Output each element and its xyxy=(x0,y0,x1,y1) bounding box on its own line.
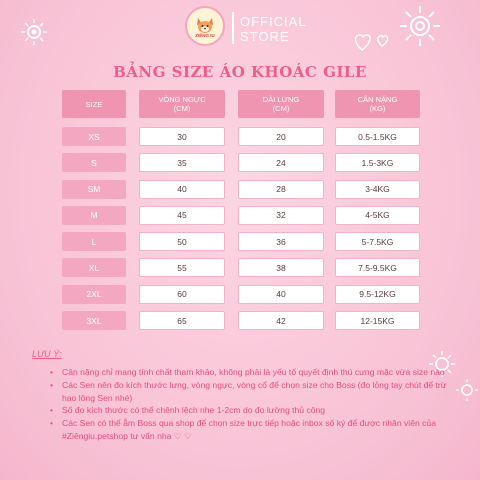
size-cell: 2XL xyxy=(62,285,126,304)
weight-cell: 1.5-3KG xyxy=(335,153,420,172)
weight-cell: 4-5KG xyxy=(335,206,420,225)
notes-title: LƯU Ý: xyxy=(32,349,62,359)
weight-cell: 3-4KG xyxy=(335,180,420,199)
chest-cell: 30 xyxy=(139,127,225,146)
store-label: STORE xyxy=(240,29,290,44)
back-length-cell: 20 xyxy=(238,127,324,146)
weight-cell: 0.5-1.5KG xyxy=(335,127,420,146)
weight-cell: 5-7.5KG xyxy=(335,232,420,251)
sun-swirl-icon xyxy=(398,4,442,48)
back-length-cell: 28 xyxy=(238,180,324,199)
logo-text: ZIÊNG IU xyxy=(195,33,215,38)
chest-cell: 45 xyxy=(139,206,225,225)
table-row xyxy=(62,127,420,146)
page-title: BẢNG SIZE ÁO KHOÁC GILE xyxy=(113,63,367,81)
back-length-cell: 40 xyxy=(238,285,324,304)
notes-list xyxy=(50,366,450,443)
chest-cell: 55 xyxy=(139,258,225,277)
table-row xyxy=(62,258,420,277)
size-table xyxy=(62,90,420,337)
back-length-cell: 42 xyxy=(238,311,324,330)
back-length-cell: 32 xyxy=(238,206,324,225)
header-divider xyxy=(232,12,234,44)
official-label: OFFICIAL xyxy=(240,14,307,29)
header-chest: VÒNG NGỰC (CM) xyxy=(139,90,225,118)
chest-cell: 65 xyxy=(139,311,225,330)
weight-cell: 7.5-9.5KG xyxy=(335,258,420,277)
note-item: • Cân nặng chỉ mang tính chất tham khảo, không phải là yếu tố quyết định thú cưng mặc vừa size nào xyxy=(50,366,450,379)
store-logo xyxy=(185,6,225,46)
note-item: • Các Sen có thể ẵm Boss qua shop để chọn size trực tiếp hoặc inbox số ký để được nhân viên của #Ziêngiu.petshop tư vấn nha ♡ ♡ xyxy=(50,417,450,443)
size-cell: M xyxy=(62,206,126,225)
chest-cell: 40 xyxy=(139,180,225,199)
back-length-cell: 36 xyxy=(238,232,324,251)
header-back-length: DÀI LƯNG (CM) xyxy=(238,90,324,118)
size-cell: 3XL xyxy=(62,311,126,330)
hearts-icon xyxy=(352,30,394,54)
table-row xyxy=(62,180,420,199)
size-cell: S xyxy=(62,153,126,172)
size-cell: L xyxy=(62,232,126,251)
weight-cell: 12-15KG xyxy=(335,311,420,330)
chest-cell: 35 xyxy=(139,153,225,172)
official-store-label xyxy=(240,14,307,44)
header-size: SIZE xyxy=(62,90,126,118)
table-row xyxy=(62,285,420,304)
header-weight: CÂN NẶNG (KG) xyxy=(335,90,420,118)
note-item: • Số đo kích thước có thể chênh lệch nhẹ 1-2cm do đo lường thủ công xyxy=(50,404,450,417)
table-row xyxy=(62,232,420,251)
back-length-cell: 24 xyxy=(238,153,324,172)
table-header-row xyxy=(62,90,420,118)
size-cell: XL xyxy=(62,258,126,277)
back-length-cell: 38 xyxy=(238,258,324,277)
size-cell: SM xyxy=(62,180,126,199)
sun-swirl-icon-corner xyxy=(455,378,479,402)
chest-cell: 60 xyxy=(139,285,225,304)
size-cell: XS xyxy=(62,127,126,146)
note-item: • Các Sen nên đo kích thước lưng, vòng ngực, vòng cổ để chọn size cho Boss (đo lỏng tay chút để trừ hao lông Sen nhé) xyxy=(50,379,450,405)
table-row xyxy=(62,311,420,330)
weight-cell: 9.5-12KG xyxy=(335,285,420,304)
chest-cell: 50 xyxy=(139,232,225,251)
table-row xyxy=(62,206,420,225)
table-row xyxy=(62,153,420,172)
swirl-icon xyxy=(20,18,48,46)
